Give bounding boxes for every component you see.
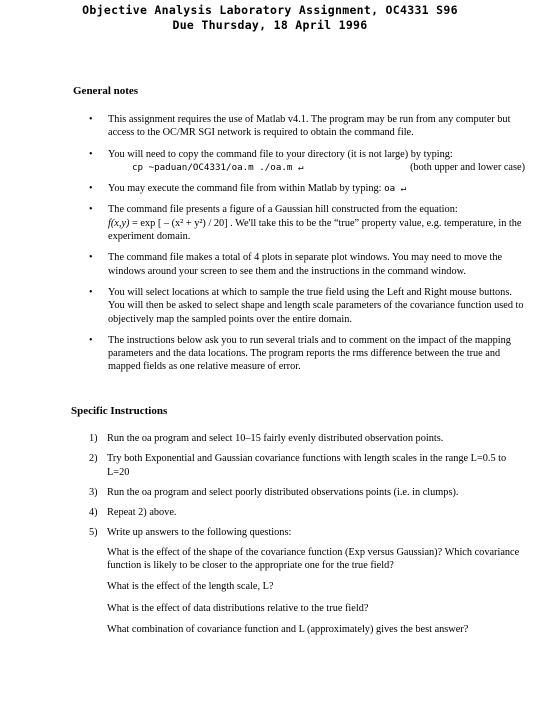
list-item bbox=[89, 148, 529, 175]
list-item bbox=[89, 452, 529, 479]
case-note: (both upper and lower case) bbox=[410, 161, 525, 173]
note-text: You may execute the command file from within Matlab by typing: bbox=[108, 183, 382, 195]
general-notes-heading: General notes bbox=[73, 85, 139, 97]
equation-function: f bbox=[108, 217, 111, 229]
list-item bbox=[89, 113, 529, 140]
item-number: 3) bbox=[89, 486, 98, 498]
general-notes-list bbox=[89, 113, 529, 382]
bullet-icon: • bbox=[89, 183, 93, 195]
list-item bbox=[89, 286, 529, 326]
instruction-text: Run the oa program and select poorly distributed observations points (i.e. in clumps). bbox=[107, 486, 459, 498]
instruction-text: Try both Exponential and Gaussian covariance functions with length scales in the range L=0.5 to L=20 bbox=[107, 453, 507, 478]
assignment-title: Objective Analysis Laboratory Assignment, OC4331 S96 bbox=[82, 3, 458, 17]
instruction-text: Repeat 2) above. bbox=[107, 507, 177, 519]
bullet-icon: • bbox=[89, 252, 93, 264]
bullet-icon: • bbox=[89, 286, 93, 298]
copy-command: cp ~paduan/OC4331/oa.m ./oa.m ↵ bbox=[132, 161, 304, 173]
list-item bbox=[89, 506, 529, 519]
bullet-icon: • bbox=[89, 334, 93, 346]
title-block bbox=[0, 3, 540, 33]
note-text: You will need to copy the command file to your directory (it is not large) by typing: bbox=[108, 148, 453, 160]
note-text: The command file makes a total of 4 plots in separate plot windows. You may need to move the windows around your screen to see them and the instructions in the command window. bbox=[108, 252, 503, 277]
list-item bbox=[89, 182, 529, 195]
item-number: 4) bbox=[89, 507, 98, 519]
question-list bbox=[107, 546, 529, 636]
list-item bbox=[89, 334, 529, 374]
question: What is the effect of the length scale, L? bbox=[107, 581, 274, 593]
list-item bbox=[89, 251, 529, 278]
note-text: You will select locations at which to sample the true field using the Left and Right mouse buttons. You will then be asked to select shape and length scale parameters of the covariance function used to objectively map the sampled points over the entire domain. bbox=[108, 286, 524, 325]
instructions-list bbox=[89, 432, 529, 644]
bullet-icon: • bbox=[89, 204, 93, 216]
note-text: We'll take this to be the “true” property value, e.g. temperature, in the experiment domain. bbox=[108, 217, 522, 243]
question: What is the effect of data distributions relative to the true field? bbox=[107, 602, 369, 614]
item-number: 2) bbox=[89, 453, 98, 465]
specific-instructions-heading: Specific Instructions bbox=[71, 405, 168, 417]
instruction-text: Run the oa program and select 10–15 fairly evenly distributed observation points. bbox=[107, 433, 444, 444]
note-text: The instructions below ask you to run several trials and to comment on the impact of the mapping parameters and the data locations. The program reports the rms difference between the true and mapped fields as one relative measure of error. bbox=[108, 334, 511, 373]
bullet-icon: • bbox=[89, 114, 93, 125]
run-command: oa ↵ bbox=[384, 183, 407, 195]
list-item bbox=[89, 526, 529, 636]
item-number: 1) bbox=[89, 433, 98, 444]
instruction-text: Write up answers to the following questions: bbox=[107, 527, 292, 539]
code-line bbox=[108, 161, 529, 174]
equation-args: (x,y) bbox=[110, 217, 130, 229]
list-item bbox=[89, 432, 529, 445]
item-number: 5) bbox=[89, 527, 98, 539]
list-item bbox=[89, 203, 529, 243]
due-date: Due Thursday, 18 April 1996 bbox=[172, 18, 368, 32]
note-text: This assignment requires the use of Matlab v4.1. The program may be run from any computer but access to the OC/MR SGI network is required to obtain the command file. bbox=[108, 114, 511, 139]
question: What is the effect of the shape of the covariance function (Exp versus Gaussian)? Which covariance function is likely to be closer to the appropriate one for the true field? bbox=[107, 546, 520, 572]
question: What combination of covariance function and L (approximately) gives the best answer? bbox=[107, 623, 469, 635]
note-text: The command file presents a figure of a Gaussian hill constructed from the equation: bbox=[108, 204, 458, 216]
equation-rhs: = exp [ – (x² + y²) / 20] . bbox=[132, 217, 233, 229]
bullet-icon: • bbox=[89, 148, 93, 160]
list-item bbox=[89, 486, 529, 499]
